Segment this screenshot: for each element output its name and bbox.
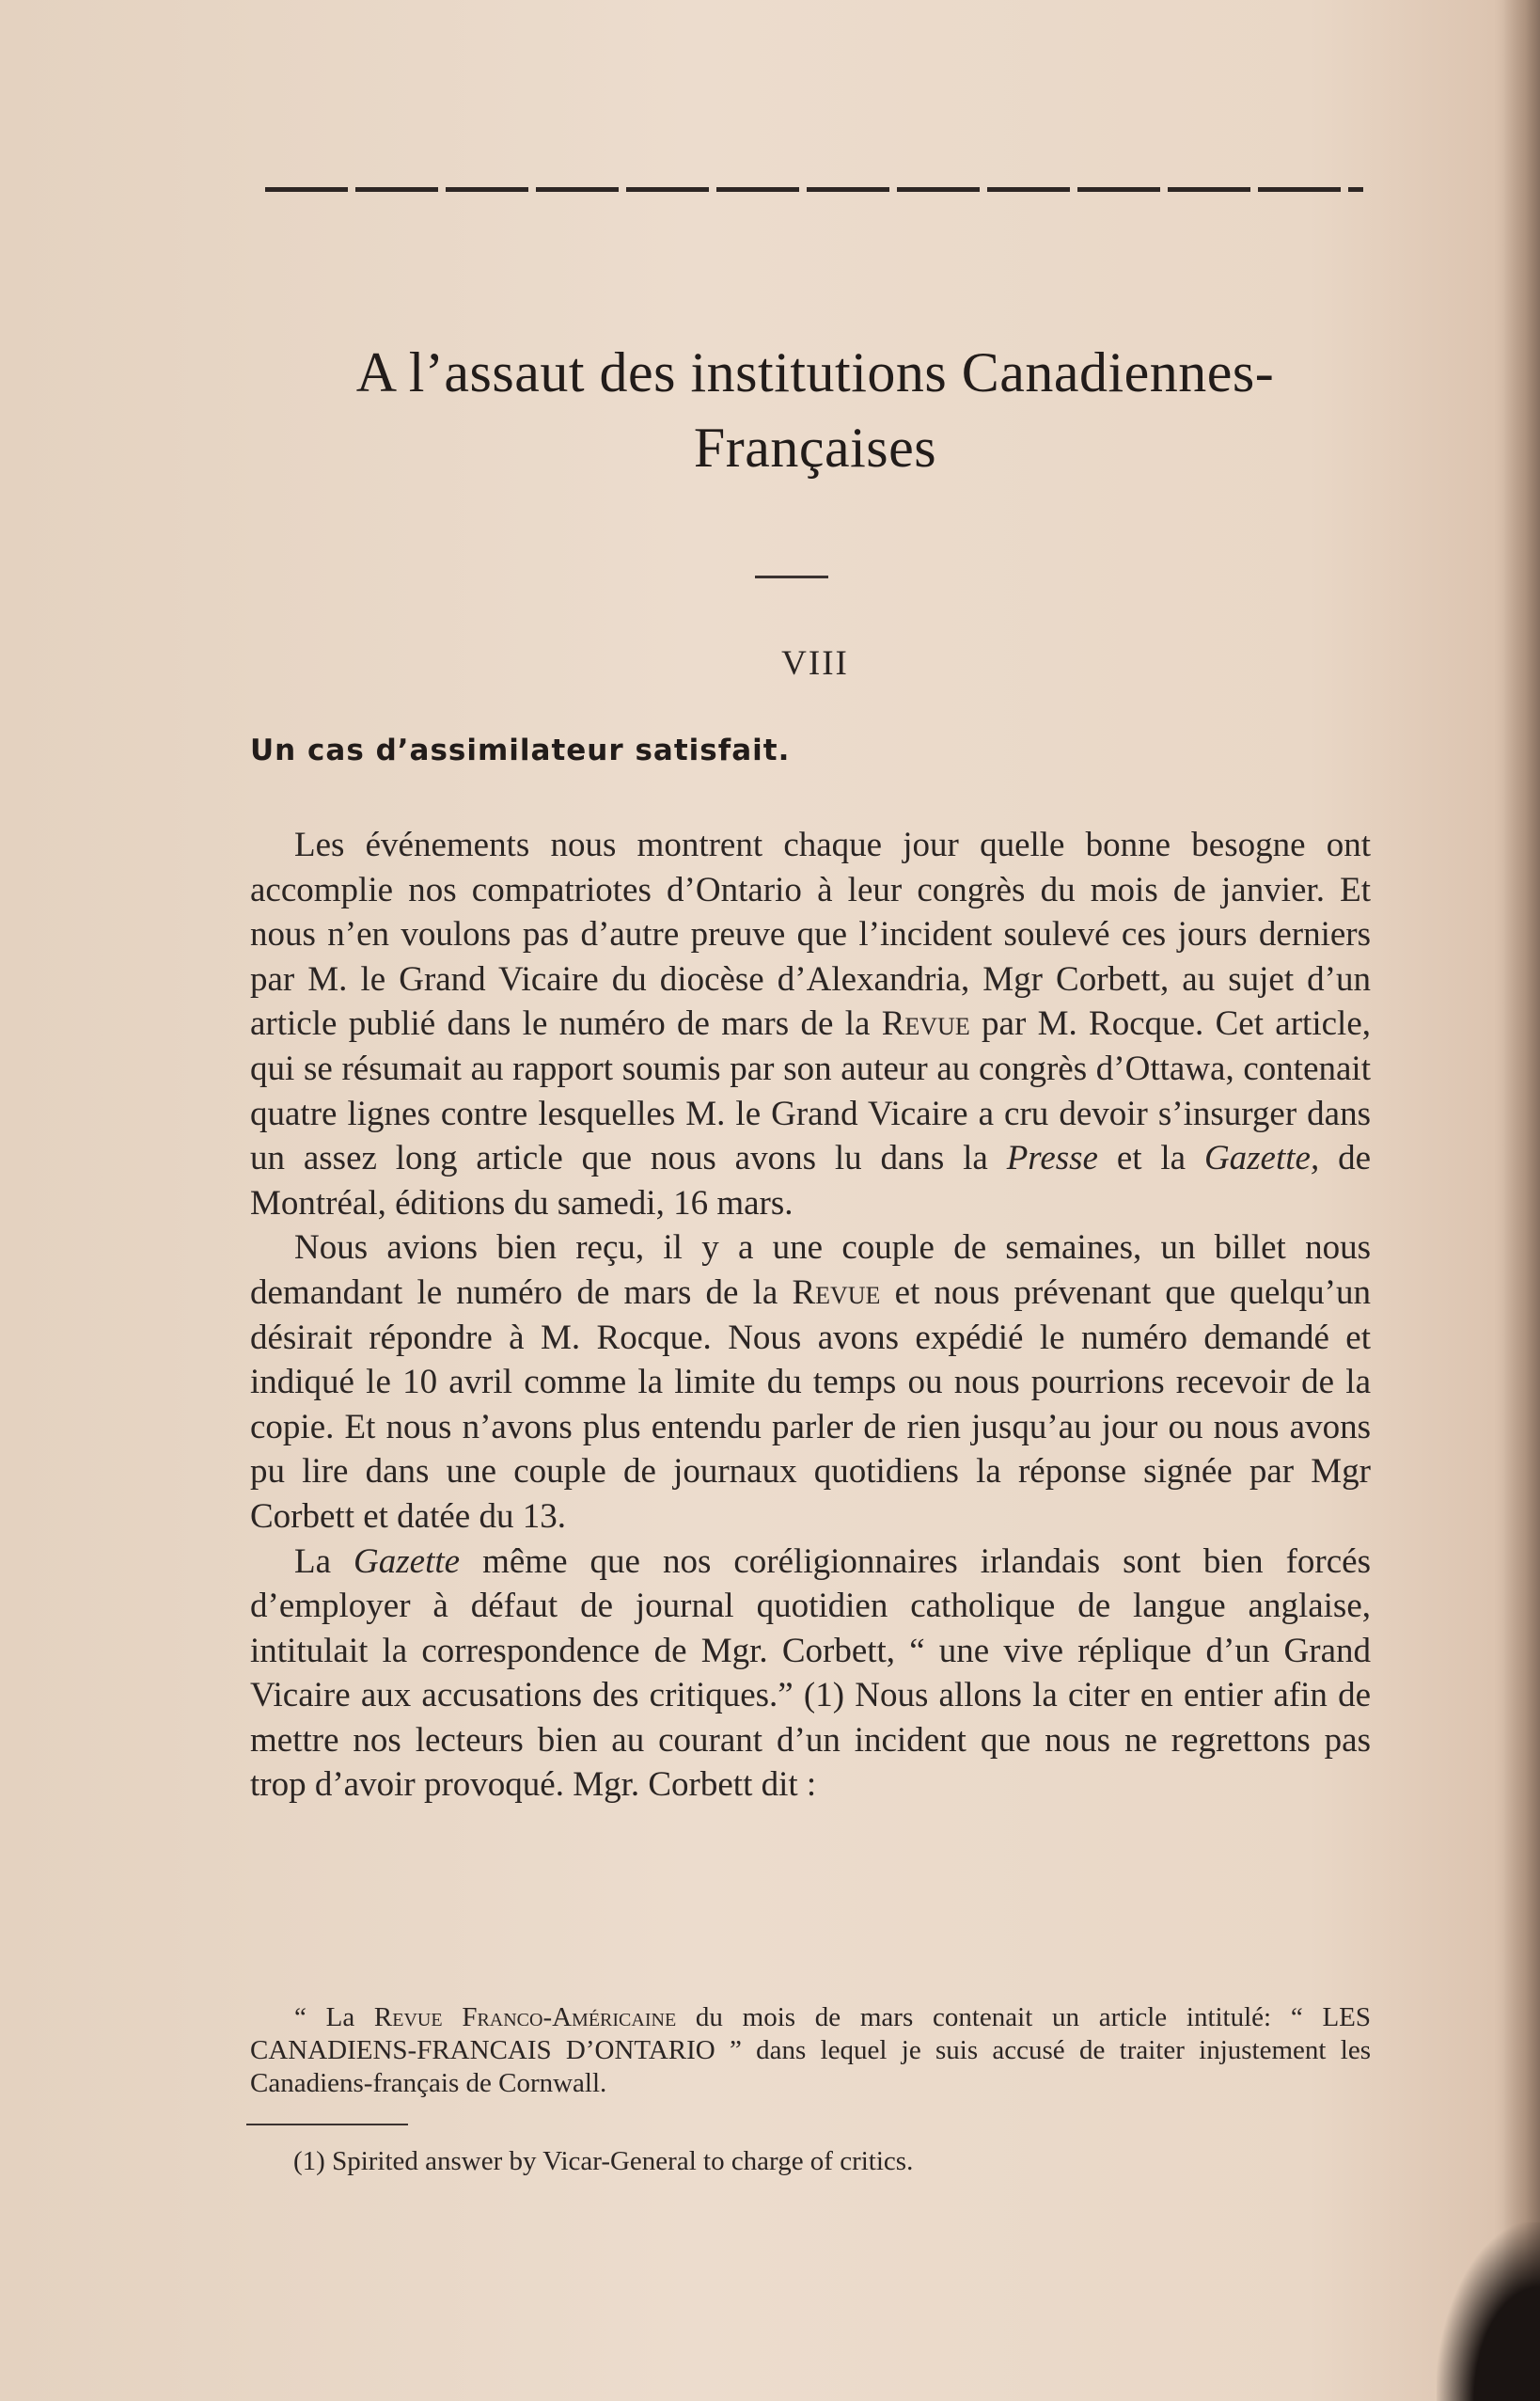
quote-revue-name: Revue Franco-Américaine — [373, 2002, 677, 2032]
title-divider — [755, 576, 828, 578]
p2-revue: Revue — [792, 1272, 881, 1312]
page-gutter-shadow — [1502, 0, 1540, 2401]
p1-text-2: par M. Rocque. Cet article, qui se résumait au rapport soumis par son auteur au congrès d’Ottawa, contenait quatre lignes contre lesquelles M. le Grand Vicaire a cru devoir s’insurger dans un assez long article que nous avons lu dans la — [250, 1004, 1371, 1178]
header-rule — [265, 187, 1363, 192]
quote-paragraph — [250, 2001, 1371, 2100]
title-line-2: Françaises — [693, 417, 937, 479]
footnote-rule — [246, 2124, 408, 2125]
paragraph-1 — [250, 823, 1371, 1225]
p3-gazette: Gazette — [354, 1541, 461, 1581]
p1-text-1: Les événements nous montrent chaque jour quelle bonne besogne ont accomplie nos compatriotes d’Ontario à leur congrès du mois de janvier. Et nous n’en voulons pas d’autre preuve que l’incident soulevé ces jours derniers par M. le Grand Vicaire du diocèse d’Alexandria, Mgr Corbett, au sujet d’un article publié dans le numéro de mars de la — [250, 826, 1371, 1044]
p1-text-4: de Montréal, éditions du samedi, 16 mars. — [250, 1139, 1371, 1223]
footnote: (1) Spirited answer by Vicar-General to charge of critics. — [293, 2146, 914, 2176]
p2-text-2: et nous prévenant que quelqu’un désirait répondre à M. Rocque. Nous avons expédié le numéro demandé et indiqué le 10 avril comme la limite du temps ou nous pourrions recevoir de la copie. Et nous n’avons plus entendu parler de rien jusqu’au jour ou nous avons pu lire dans une couple de journaux quotidiens la réponse signée par Mgr Corbett et datée du 13. — [250, 1272, 1371, 1536]
quote-rest: du mois de mars contenait un article intitulé: “ LES CANADIENS-FRANCAIS D’ONTARIO ” dans lequel je suis accusé de traiter injustement les Canadiens-français de Cornwall. — [250, 2002, 1371, 2098]
paragraph-2 — [250, 1225, 1371, 1539]
block-quote — [250, 2001, 1371, 2100]
paragraph-3 — [250, 1540, 1371, 1809]
article-title — [246, 335, 1384, 485]
p1-presse: Presse — [1006, 1139, 1098, 1178]
quote-open: “ La — [294, 2002, 374, 2032]
article-body — [250, 823, 1371, 1808]
section-number: VIII — [781, 644, 849, 683]
title-line-1: A l’assaut des institutions Canadiennes- — [355, 341, 1275, 403]
p1-gazette: Gazette, — [1203, 1139, 1320, 1178]
p1-text-3: et la — [1097, 1139, 1204, 1178]
p2-text-1: Nous avions bien reçu, il y a une couple de semaines, un billet nous demandant le numéro de mars de la — [250, 1228, 1371, 1312]
p3-text-1: La — [294, 1541, 354, 1581]
p3-text-2: même que nos coréligionnaires irlandais sont bien forcés d’employer à défaut de journal quotidien catholique de langue anglaise, intitulait la correspondence de Mgr. Corbett, “ une vive réplique d’un Grand Vicaire aux accusations des critiques.” (1) Nous allons la citer en entier afin de mettre nos lecteurs bien au courant d’un incident que nous ne regrettons pas trop d’avoir provoqué. Mgr. Corbett dit : — [250, 1541, 1371, 1805]
subheading: Un cas d’assimilateur satisfait. — [250, 734, 791, 767]
corner-shadow — [1437, 2222, 1540, 2401]
p1-revue: Revue — [881, 1004, 970, 1044]
